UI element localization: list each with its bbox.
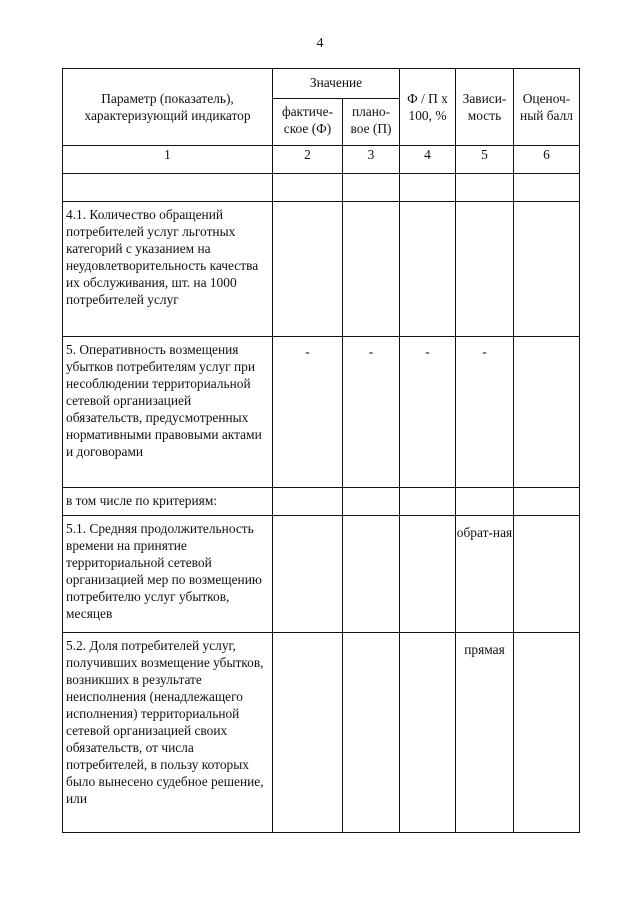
ratio-cell: - [400,337,456,488]
table-row [63,174,580,202]
header-dependency: Зависи-мость [456,69,514,146]
ratio-cell [400,202,456,337]
ratio-cell [400,633,456,833]
ratio-cell [400,174,456,202]
header-actual: фактиче-ское (Ф) [273,99,343,146]
header-score: Оценоч-ный балл [514,69,580,146]
score-cell [514,337,580,488]
header-ratio: Ф / П х 100, % [400,69,456,146]
param-cell: 5. Оперативность возмещения убытков потребителям услуг при несоблюдении территориальной сетевой организацией обязательств, предусмотренных нормативными правовыми актами и договорами [63,337,273,488]
table-row [63,633,580,833]
table-row [63,202,580,337]
column-number: 6 [514,146,580,174]
planned-cell [343,488,400,516]
planned-cell [343,516,400,633]
planned-cell [343,202,400,337]
score-cell [514,516,580,633]
header-row-top [63,69,580,99]
param-cell: 4.1. Количество обращений потребителей услуг льготных категорий с указанием на неудовлетворительность качества их обслуживания, шт. на 1000 потребителей услуг [63,202,273,337]
score-cell [514,174,580,202]
param-cell: 5.1. Средняя продолжительность времени на принятие территориальной сетевой организацией мер по возмещению потребителю услуг убытков, месяцев [63,516,273,633]
actual-cell [273,633,343,833]
actual-cell [273,174,343,202]
dependency-cell: - [456,337,514,488]
actual-cell [273,488,343,516]
planned-cell: - [343,337,400,488]
dependency-cell [456,488,514,516]
planned-cell [343,633,400,833]
table-row [63,516,580,633]
column-number: 4 [400,146,456,174]
score-cell [514,488,580,516]
dependency-cell: обрат-ная [456,516,514,633]
column-number: 2 [273,146,343,174]
dependency-cell: прямая [456,633,514,833]
ratio-cell [400,516,456,633]
dependency-cell [456,174,514,202]
param-cell [63,174,273,202]
column-number: 3 [343,146,400,174]
column-number: 5 [456,146,514,174]
planned-cell [343,174,400,202]
dependency-cell [456,202,514,337]
actual-cell [273,516,343,633]
column-number-row [63,146,580,174]
actual-cell [273,202,343,337]
ratio-cell [400,488,456,516]
param-cell: в том числе по критериям: [63,488,273,516]
score-cell [514,633,580,833]
column-number: 1 [63,146,273,174]
page-number: 4 [316,36,324,51]
header-planned: плано-вое (П) [343,99,400,146]
header-param: Параметр (показатель), характеризующий индикатор [63,69,273,146]
param-cell: 5.2. Доля потребителей услуг, получивших возмещение убытков, возникших в результате неисполнения (ненадлежащего исполнения) территориальной сетевой организацией своих обязательств, от числа потребителей, в пользу которых было вынесено судебное решение, или [63,633,273,833]
table-row [63,337,580,488]
header-value-group: Значение [273,69,400,99]
indicator-table [62,68,580,833]
score-cell [514,202,580,337]
table-row [63,488,580,516]
actual-cell: - [273,337,343,488]
